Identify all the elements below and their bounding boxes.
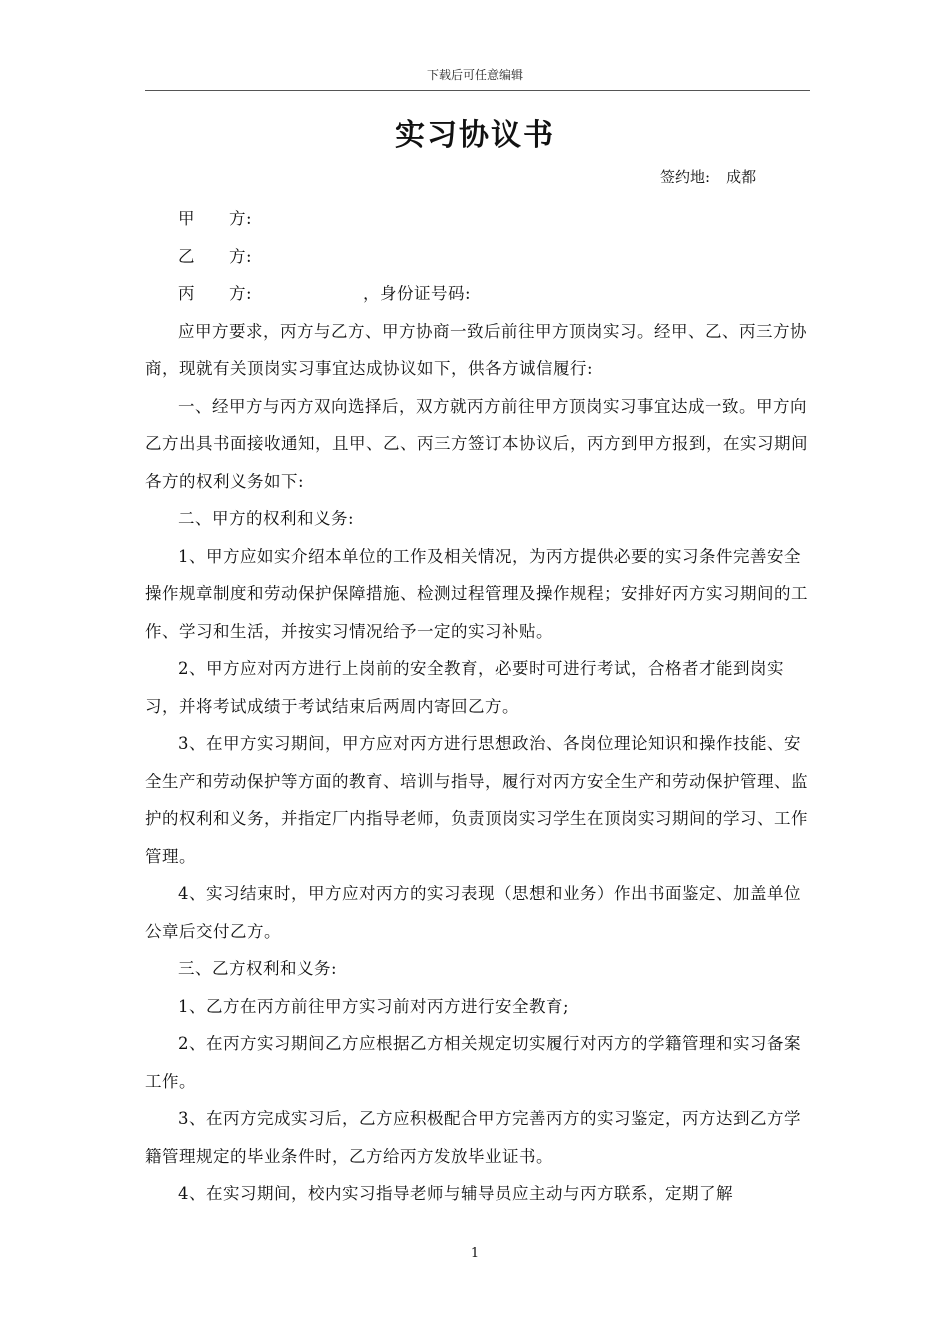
paragraph-b-2: 2、在丙方实习期间乙方应根据乙方相关规定切实履行对丙方的学籍管理和实习备案工作。 — [145, 1034, 801, 1091]
paragraph-a-3: 3、在甲方实习期间，甲方应对丙方进行思想政治、各岗位理论知识和操作技能、安全生产和劳动保护等方面的教育、培训与指导，履行对丙方安全生产和劳动保护管理、监护的权利和义务，并指定厂内指导老师，负责顶岗实习学生在顶岗实习期间的学习、工作管理。 — [145, 734, 808, 866]
section-heading-party-b: 三、乙方权利和义务: — [178, 959, 338, 978]
sign-place-value: 成都 — [726, 168, 757, 186]
party-a-label: 甲 方: — [178, 209, 253, 228]
paragraph-section-1: 一、经甲方与丙方双向选择后，双方就丙方前往甲方顶岗实习事宜达成一致。甲方向乙方出具书面接收通知，且甲、乙、丙三方签订本协议后，丙方到甲方报到，在实习期间各方的权利义务如下: — [145, 396, 808, 491]
header-divider — [145, 90, 810, 91]
page-number: 1 — [470, 1246, 480, 1261]
party-c-id-label: ，身份证号码: — [363, 284, 472, 303]
paragraph-a-1: 1、甲方应如实介绍本单位的工作及相关情况，为丙方提供必要的实习条件完善安全操作规章制度和劳动保护保障措施、检测过程管理及操作规程；安排好丙方实习期间的工作、学习和生活，并按实习情况给予一定的实习补贴。 — [145, 546, 808, 641]
sign-place-label: 签约地: — [660, 168, 711, 186]
party-a-line — [145, 200, 810, 238]
document-body — [145, 200, 810, 1213]
paragraph-a-2: 2、甲方应对丙方进行上岗前的安全教育，必要时可进行考试，合格者才能到岗实习，并将考试成绩于考试结束后两周内寄回乙方。 — [145, 659, 784, 716]
party-b-line — [145, 238, 810, 276]
paragraph-b-4: 4、在实习期间，校内实习指导老师与辅导员应主动与丙方联系，定期了解 — [178, 1184, 733, 1203]
document-title: 实习协议书 — [395, 118, 555, 153]
section-heading-party-a: 二、甲方的权利和义务: — [178, 509, 355, 528]
party-b-label: 乙 方: — [178, 246, 253, 266]
paragraph-b-1: 1、乙方在丙方前往甲方实习前对丙方进行安全教育; — [178, 996, 570, 1016]
paragraph-a-4: 4、实习结束时，甲方应对丙方的实习表现（思想和业务）作出书面鉴定、加盖单位公章后交付乙方。 — [145, 884, 801, 941]
sign-place — [660, 166, 756, 187]
header-note: 下载后可任意编辑 — [426, 68, 523, 82]
party-c-label: 丙 方: — [178, 284, 253, 303]
paragraph-intro: 应甲方要求，丙方与乙方、甲方协商一致后前往甲方顶岗实习。经甲、乙、丙三方协商，现就有关顶岗实习事宜达成协议如下，供各方诚信履行: — [145, 321, 807, 378]
party-c-line — [145, 275, 810, 313]
paragraph-b-3: 3、在丙方完成实习后，乙方应积极配合甲方完善丙方的实习鉴定，丙方达到乙方学籍管理规定的毕业条件时，乙方给丙方发放毕业证书。 — [145, 1109, 801, 1166]
